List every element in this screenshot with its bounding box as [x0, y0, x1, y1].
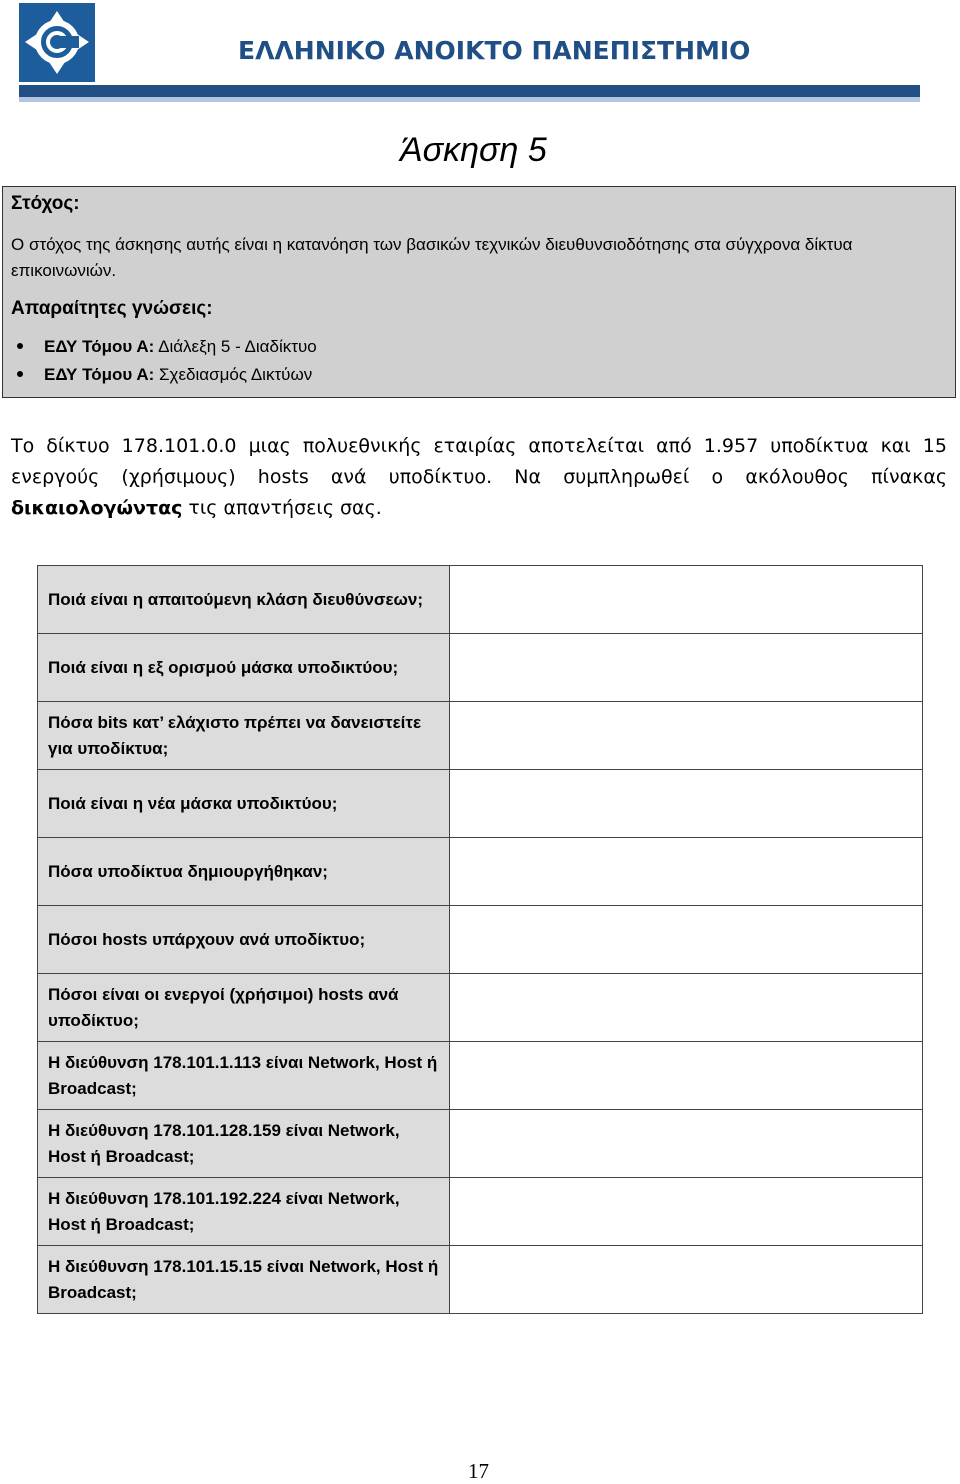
header-divider-light [19, 97, 920, 102]
question-cell: Πόσοι είναι οι ενεργοί (χρήσιμοι) hosts ανά υποδίκτυο; [38, 974, 450, 1042]
question-cell: Η διεύθυνση 178.101.15.15 είναι Network, Host ή Broadcast; [38, 1246, 450, 1314]
answer-cell[interactable] [450, 1246, 923, 1314]
problem-statement [11, 431, 947, 524]
header-divider [19, 85, 920, 97]
table-row [38, 634, 923, 702]
prerequisite-item [17, 365, 312, 385]
university-name: ΕΛΛΗΝΙΚΟ ΑΝΟΙΚΤΟ ΠΑΝΕΠΙΣΤΗΜΙΟ [238, 36, 751, 65]
table-row [38, 1042, 923, 1110]
prerequisite-source: ΕΔΥ Τόμου Α: [44, 337, 155, 356]
table-row [38, 1246, 923, 1314]
answer-cell[interactable] [450, 702, 923, 770]
table-row [38, 906, 923, 974]
prerequisites-label: Απαραίτητες γνώσεις: [11, 298, 213, 319]
goal-label: Στόχος: [11, 193, 80, 214]
answer-cell[interactable] [450, 906, 923, 974]
table-row [38, 566, 923, 634]
exercise-title: Άσκηση 5 [400, 131, 547, 169]
answer-cell[interactable] [450, 1178, 923, 1246]
question-cell: Πόσα υποδίκτυα δημιουργήθηκαν; [38, 838, 450, 906]
answer-cell[interactable] [450, 566, 923, 634]
question-cell: Πόσοι hosts υπάρχουν ανά υποδίκτυο; [38, 906, 450, 974]
bullet-icon [17, 343, 23, 349]
question-cell: Ποιά είναι η νέα μάσκα υποδικτύου; [38, 770, 450, 838]
university-logo-icon [19, 3, 95, 82]
page-number: 17 [468, 1459, 489, 1483]
problem-line: ενεργούς (χρήσιμους) hosts ανά υποδίκτυο. Να συμπληρωθεί ο ακόλουθος πίνακας [11, 466, 947, 488]
answer-cell[interactable] [450, 1110, 923, 1178]
answer-cell[interactable] [450, 974, 923, 1042]
answer-cell[interactable] [450, 1042, 923, 1110]
questions-table [37, 565, 923, 1314]
answer-cell[interactable] [450, 770, 923, 838]
answer-cell[interactable] [450, 838, 923, 906]
bullet-icon [17, 371, 23, 377]
question-cell: Ποιά είναι η εξ ορισμού μάσκα υποδικτύου; [38, 634, 450, 702]
problem-line: Το δίκτυο 178.101.0.0 μιας πολυεθνικής εταιρίας αποτελείται από 1.957 υποδίκτυα και 15 [11, 435, 947, 457]
table-row [38, 974, 923, 1042]
question-cell: Ποιά είναι η απαιτούμενη κλάση διευθύνσεων; [38, 566, 450, 634]
problem-emphasis: δικαιολογώντας [11, 497, 183, 519]
table-row [38, 1110, 923, 1178]
question-cell: Πόσα bits κατ’ ελάχιστο πρέπει να δανειστείτε για υποδίκτυα; [38, 702, 450, 770]
table-row [38, 770, 923, 838]
table-row [38, 702, 923, 770]
problem-line [11, 493, 947, 524]
table-row [38, 838, 923, 906]
prerequisite-item [17, 337, 317, 357]
problem-line-rest: τις απαντήσεις σας. [182, 497, 382, 519]
question-cell: Η διεύθυνση 178.101.1.113 είναι Network, Host ή Broadcast; [38, 1042, 450, 1110]
question-cell: Η διεύθυνση 178.101.128.159 είναι Network, Host ή Broadcast; [38, 1110, 450, 1178]
table-row [38, 1178, 923, 1246]
prerequisite-topic: Σχεδιασμός Δικτύων [154, 365, 313, 384]
prerequisite-source: ΕΔΥ Τόμου Α: [44, 365, 155, 384]
goal-text: Ο στόχος της άσκησης αυτής είναι η κατανόηση των βασικών τεχνικών διευθυνσιοδότησης στα σύγχρονα δίκτυα επικοινωνιών. [11, 235, 853, 280]
question-cell: Η διεύθυνση 178.101.192.224 είναι Network, Host ή Broadcast; [38, 1178, 450, 1246]
answer-cell[interactable] [450, 634, 923, 702]
prerequisite-topic: Διάλεξη 5 - Διαδίκτυο [154, 337, 317, 356]
